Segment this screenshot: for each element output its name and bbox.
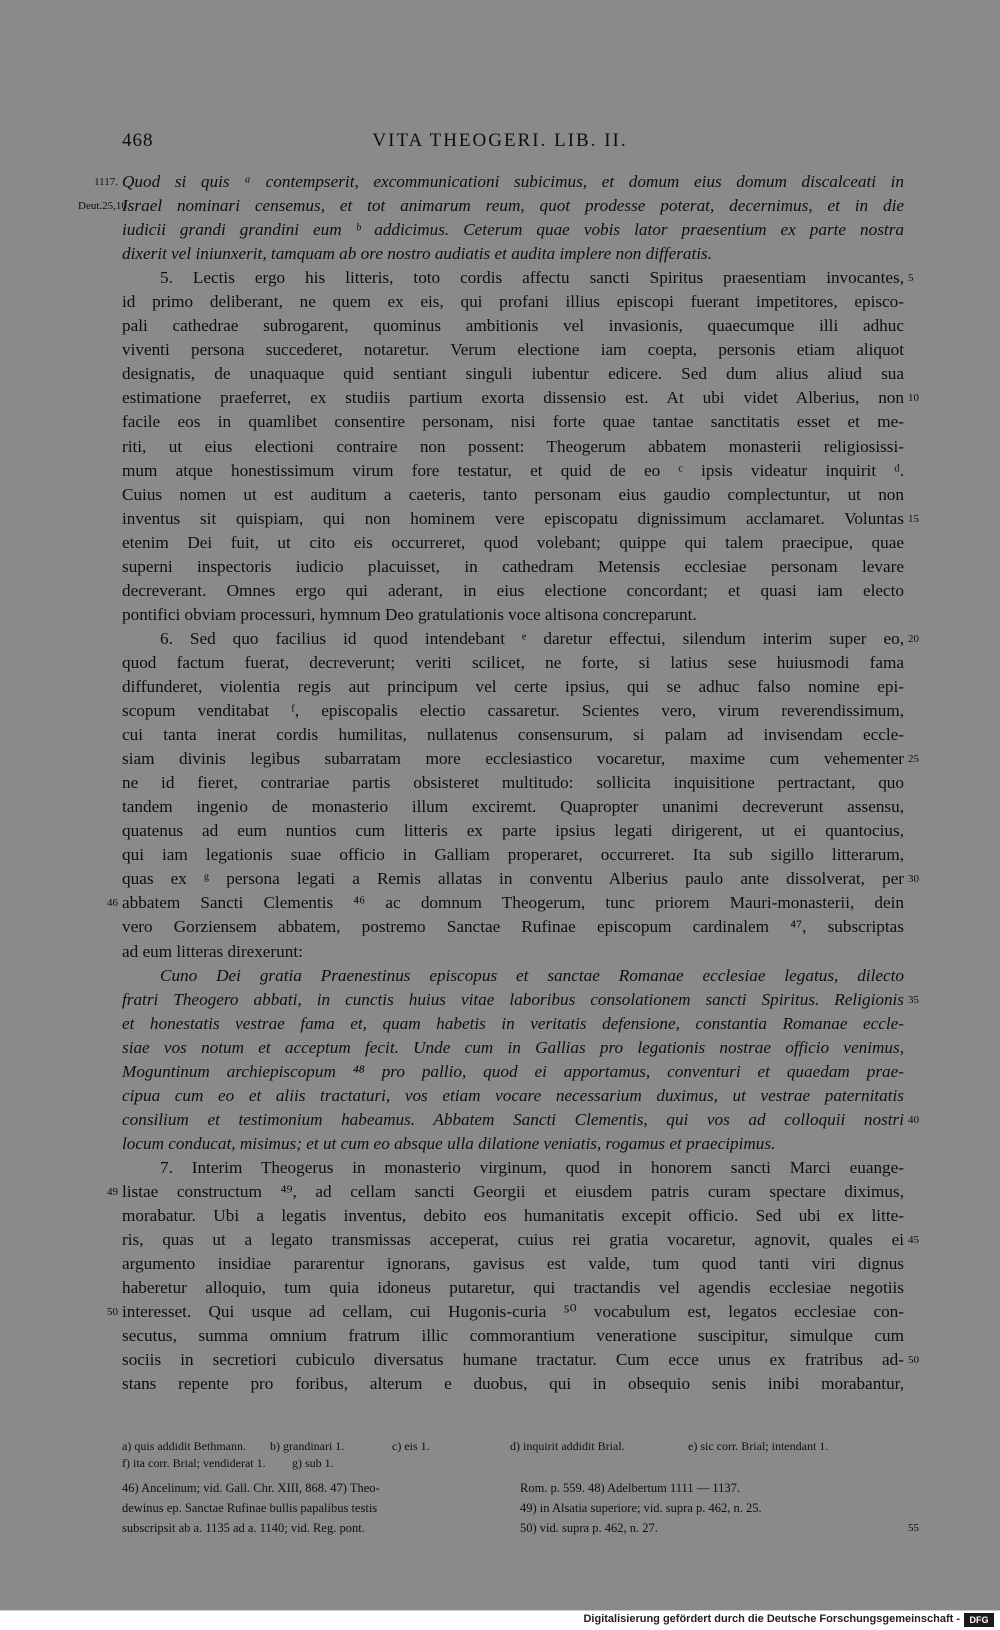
line-text: viventi persona succederet, notaretur. Verum electione iam coepta, personis etiam aliquot: [122, 340, 904, 360]
text-line: [0, 988, 1000, 1012]
line-text: Cuius nomen ut est auditum a caeteris, tanto personam eius gaudio complectuntur, ut non: [122, 484, 904, 504]
line-text: argumento insidiae pararentur ignorans, gavisus est valde, tum quod tanti viri dignus: [122, 1254, 904, 1274]
text-line: [0, 940, 1000, 964]
line-text: et honestatis vestrae fama et, quam habetis in veritatis defensione, constantia Romanae eccle-: [122, 1013, 904, 1033]
line-text: Israel nominari censemus, et tot animarum reum, quot prodesse poterat, decernimus, et in die: [122, 196, 904, 216]
text-line: [0, 1228, 1000, 1252]
textual-note: c) eis 1.: [392, 1439, 430, 1453]
textual-note: a) quis addidit Bethmann.: [122, 1439, 246, 1453]
text-line: [0, 1060, 1000, 1084]
line-number: 25: [908, 753, 919, 766]
line-number: 50: [908, 1354, 919, 1367]
line-text: siam divinis legibus subarratam more ecclesiastico vocaretur, maxime cum vehementer: [122, 749, 904, 769]
line-text: riti, ut eius electioni contraire non possent: Theogerum abbatem monasterii religiosissi-: [122, 436, 904, 456]
footnote-line: Rom. p. 559. 48) Adelbertum 1111 — 1137.: [520, 1481, 741, 1495]
line-text: Cuno Dei gratia Praenestinus episcopus et sanctae Romanae ecclesiae legatus, dilecto: [160, 965, 904, 985]
line-text: consilium et testimonium habeamus. Abbatem Sancti Clementis, qui vos ad colloquii nostri: [122, 1109, 904, 1129]
text-line: [0, 1108, 1000, 1132]
text-line: [0, 891, 1000, 915]
line-number: 30: [908, 873, 919, 886]
line-text: diffunderet, violentia regis aut principum vel certe ipsius, qui se adhuc falso nomine epi-: [122, 676, 904, 696]
line-text: listae constructum ⁴⁹, ad cellam sancti Georgii et eiusdem patris curam spectare diximus,: [122, 1181, 904, 1201]
text-line: [0, 194, 1000, 218]
text-line: [0, 915, 1000, 939]
line-text: ris, quas ut a legato transmissas acceperat, cuius rei gratia vocaretur, agnovit, quales ei: [122, 1230, 904, 1250]
text-line: [0, 1372, 1000, 1396]
text-line: [0, 699, 1000, 723]
line-text: quas ex ᵍ persona legati a Remis allatas in conventu Alberius paulo ante dissolverat, per: [122, 869, 904, 889]
line-text: estimatione praeferret, ex studiis partium exorta dissensio est. At ubi videt Alberius, non: [122, 388, 904, 408]
text-line: [0, 1276, 1000, 1300]
text-line: [0, 723, 1000, 747]
text-line: [0, 603, 1000, 627]
text-line: [0, 1180, 1000, 1204]
line-text: 5. Lectis ergo his litteris, toto cordis affectu sancti Spiritus praesentiam invocantes,: [160, 268, 904, 288]
text-line: [0, 1252, 1000, 1276]
text-line: [0, 675, 1000, 699]
footnote-line: 49) in Alsatia superiore; vid. supra p. 462, n. 25.: [520, 1501, 762, 1515]
text-line: [0, 314, 1000, 338]
text-line: [0, 531, 1000, 555]
footnotes-right-column: [520, 1478, 930, 1538]
line-text: quod factum fuerat, decreverunt; veriti scilicet, ne forte, si latius sese huiusmodi fama: [122, 652, 904, 672]
line-number: 20: [908, 632, 919, 645]
text-line: [0, 819, 1000, 843]
page-number: 468: [122, 130, 154, 151]
dfg-logo: DFG: [964, 1613, 994, 1627]
left-margin-note: 50: [107, 1306, 118, 1319]
line-text: morabatur. Ubi a legatis inventus, debito eos humanitatis excepit officio. Sed ubi ex litte-: [122, 1206, 904, 1226]
footnote-line: 50) vid. supra p. 462, n. 27.: [520, 1521, 658, 1535]
textual-note-row: [122, 1455, 904, 1472]
textual-note: d) inquirit addidit Brial.: [510, 1439, 625, 1453]
footnote-line: 46) Ancelinum; vid. Gall. Chr. XIII, 868. 47) Theo-: [122, 1481, 380, 1495]
line-text: sociis in secretiori cubiculo diversatus humane tractatur. Cum ecce unus ex fratribus ad-: [122, 1350, 904, 1370]
line-number: 5: [908, 272, 914, 285]
text-line: [0, 1324, 1000, 1348]
text-line: [0, 579, 1000, 603]
textual-note-row: [122, 1438, 904, 1455]
line-text: ad eum litteras direxerunt:: [122, 941, 303, 961]
page-header: [0, 130, 1000, 154]
line-text: secutus, summa omnium fratrum illic commorantium veneratione suscipitur, simulque cum: [122, 1326, 904, 1346]
text-line: [0, 964, 1000, 988]
text-line: [0, 1036, 1000, 1060]
line-text: haberetur alloquio, tum quia idoneus putaretur, qui tractandis vel agendis ecclesiae negotiis: [122, 1278, 904, 1298]
left-margin-note: Deut.25,10.: [78, 200, 130, 213]
footnote-line: dewinus ep. Sanctae Rufinae bullis papalibus testis: [122, 1501, 378, 1515]
line-text: fratri Theogero abbati, in cunctis huius vitae laboribus consolationem sancti Spiritus. Religionis: [122, 989, 904, 1009]
line-text: vero Gorziensem abbatem, postremo Sanctae Rufinae episcopum cardinalem ⁴⁷, subscriptas: [122, 917, 904, 937]
line-number: 35: [908, 993, 919, 1006]
footer-text: Digitalisierung gefördert durch die Deutsche Forschungsgemeinschaft -: [583, 1613, 960, 1625]
line-number: 40: [908, 1113, 919, 1126]
line-text: inventus sit quispiam, qui non hominem vere episcopatu dignissimum acclamaret. Voluntas: [122, 508, 904, 528]
left-margin-note: 46: [107, 897, 118, 910]
line-text: dixerit vel iniunxerit, tamquam ab ore nostro audiatis et audita implere non differatis.: [122, 244, 713, 264]
textual-notes: [122, 1438, 904, 1472]
line-text: locum conducat, misimus; et ut cum eo absque ulla dilatione veniatis, rogamus et praecipimus.: [122, 1133, 776, 1153]
line-text: facile eos in quamlibet consentire personam, nisi forte quae tantae sanctitatis esset et me-: [122, 412, 904, 432]
line-number: 10: [908, 392, 919, 405]
text-line: [0, 555, 1000, 579]
line-text: siae vos notum et acceptum fecit. Unde cum in Gallias pro legationis nostrae officio venimus,: [122, 1037, 904, 1057]
line-text: id primo deliberant, ne quem ex eis, qui profani illius episcopi fuerant impetitores, episco-: [122, 292, 904, 312]
line-text: tandem ingenio de monasterio illum exciremt. Quapropter unanimi decreverunt assensu,: [122, 797, 904, 817]
text-line: [0, 459, 1000, 483]
line-text: abbatem Sancti Clementis ⁴⁶ ac domnum Theogerum, tunc priorem Mauri-monasterii, dein: [122, 893, 904, 913]
text-line: [0, 362, 1000, 386]
text-line: [0, 170, 1000, 194]
line-text: mum atque honestissimum virum fore testatur, et quid de eo ᶜ ipsis videatur inquirit ᵈ.: [122, 460, 904, 480]
text-line: [0, 1132, 1000, 1156]
footnotes-left-column: [122, 1478, 502, 1538]
line-text: qui iam legationis suae officio in Galliam properaret, occurreret. Ita sub sigillo litterarum,: [122, 845, 904, 865]
line-text: pontifici obviam processuri, hymnum Deo gratulationis voce altisona concreparunt.: [122, 604, 697, 624]
line-number: 15: [908, 512, 919, 525]
textual-note: e) sic corr. Brial; intendant 1.: [688, 1439, 829, 1453]
line-text: pali cathedrae subrogarent, quominus ambitionis vel invasionis, quaecumque illi adhuc: [122, 316, 904, 336]
text-line: [0, 507, 1000, 531]
text-line: [0, 843, 1000, 867]
text-line: [0, 338, 1000, 362]
text-line: [0, 266, 1000, 290]
text-line: [0, 771, 1000, 795]
running-title: VITA THEOGERI. LIB. II.: [372, 130, 628, 151]
line-text: decreverant. Omnes ergo qui aderant, in eius electione concordant; et quasi iam electo: [122, 580, 904, 600]
line-text: Quod si quis ᵃ contempserit, excommunicationi subicimus, et domum eius domum discalceati in: [122, 172, 904, 191]
main-text: [0, 170, 1000, 1396]
text-line: [0, 290, 1000, 314]
text-line: [0, 242, 1000, 266]
text-line: [0, 1204, 1000, 1228]
line-text: cipua cum eo et aliis tractaturi, vos etiam vocare necessarium duximus, ut vestrae paternitatis: [122, 1085, 904, 1105]
left-margin-note: 49: [107, 1185, 118, 1198]
textual-note: f) ita corr. Brial; vendiderat 1.: [122, 1456, 266, 1470]
line-text: scopum venditabat ᶠ, episcopalis electio cassaretur. Scientes vero, virum reverendissimum,: [122, 701, 904, 721]
text-line: [0, 867, 1000, 891]
line-text: iudicii grandi grandini eum ᵇ addicimus. Ceterum quae vobis lator praesentium ex parte nostra: [122, 220, 904, 240]
text-line: [0, 483, 1000, 507]
text-line: [0, 627, 1000, 651]
line-text: Moguntinum archiepiscopum ⁴⁸ pro pallio, quod ei apportamus, conventuri et quaedam prae-: [122, 1061, 904, 1081]
text-line: [0, 1348, 1000, 1372]
text-line: [0, 218, 1000, 242]
line-text: 7. Interim Theogerus in monasterio virginum, quod in honorem sancti Marci euange-: [160, 1157, 904, 1177]
text-line: [0, 410, 1000, 434]
text-line: [0, 795, 1000, 819]
text-line: [0, 651, 1000, 675]
footnote-line: subscripsit ab a. 1135 ad a. 1140; vid. Reg. pont.: [122, 1521, 365, 1535]
left-margin-note: 1117.: [94, 176, 118, 188]
textual-note: g) sub 1.: [292, 1456, 334, 1470]
text-line: [0, 1300, 1000, 1324]
text-line: [0, 1156, 1000, 1180]
line-text: quatenus ad eum nuntios cum litteris ex parte ipsius legati dirigerent, ut ei quantocius,: [122, 821, 904, 841]
line-text: cui tanta inerat cordis humilitas, nullatenus consensurum, si palam ad invisendam eccle-: [122, 725, 904, 745]
line-number: 45: [908, 1234, 919, 1247]
line-text: 6. Sed quo facilius id quod intendebant ᵉ daretur effectui, silendum interim super eo,: [160, 628, 904, 648]
line-text: ne id fieret, contrariae partis obsisteret multitudo: sollicita inquisitione pertractant, quo: [122, 773, 904, 793]
line-text: designatis, de unaquaque quid sentiant singuli iubentur edicere. Sed dum alius aliud sua: [122, 364, 904, 384]
text-line: [0, 1012, 1000, 1036]
line-text: superni inspectoris iudicio placuisset, in cathedram Metensis ecclesiae personam levare: [122, 556, 904, 576]
textual-note: b) grandinari 1.: [270, 1439, 345, 1453]
line-text: stans repente pro foribus, alterum e duobus, qui in obsequio senis inibi morabantur,: [122, 1374, 904, 1394]
text-line: [0, 1084, 1000, 1108]
footnote-margin-number: 55: [908, 1522, 919, 1534]
line-text: interesset. Qui usque ad cellam, cui Hugonis-curia ⁵⁰ vocabulum est, legatos ecclesiae con-: [122, 1302, 904, 1322]
text-line: [0, 386, 1000, 410]
text-line: [0, 435, 1000, 459]
digitization-footer: [0, 1610, 1000, 1630]
text-line: [0, 747, 1000, 771]
line-text: etenim Dei fuit, ut cito eis occurreret, quod volebant; quippe qui talem praecipue, quae: [122, 532, 904, 552]
